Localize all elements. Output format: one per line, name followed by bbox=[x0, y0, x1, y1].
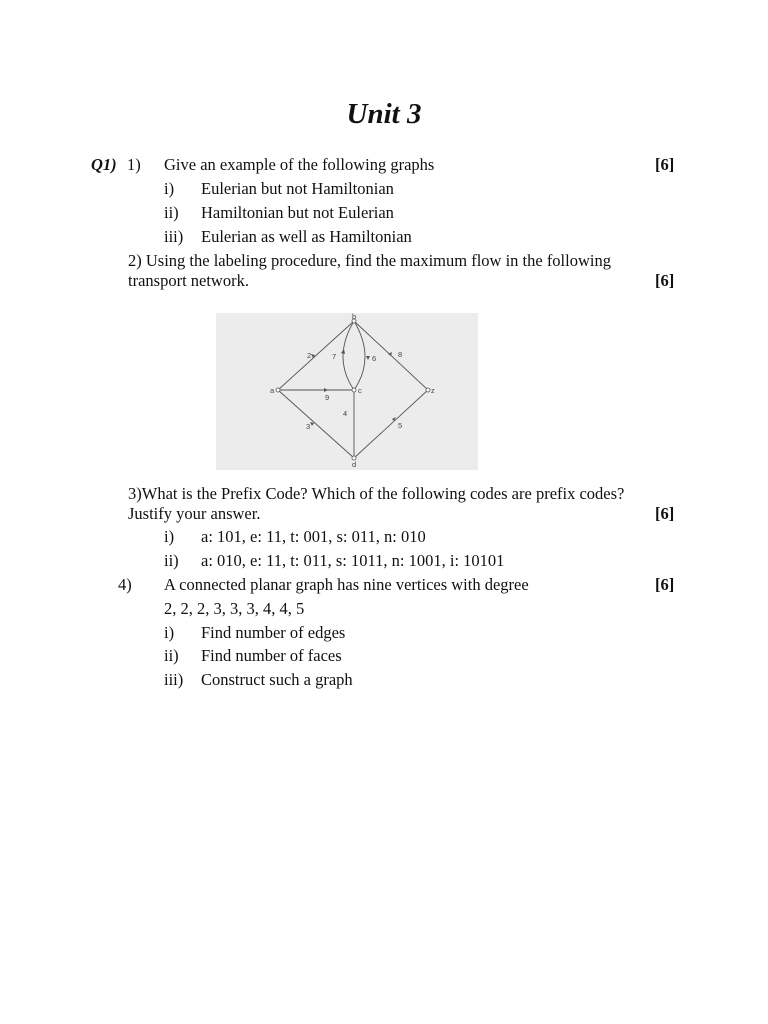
edge-label: 5 bbox=[398, 421, 403, 430]
item-number: iii) bbox=[164, 670, 184, 689]
item-text: Find number of edges bbox=[201, 623, 346, 642]
question-text: 3)What is the Prefix Code? Which of the following codes are prefix codes? bbox=[128, 484, 625, 503]
question-text: A connected planar graph has nine vertices with degree bbox=[164, 575, 529, 594]
edge-c-b-curve bbox=[354, 321, 365, 390]
marks-label: [6] bbox=[655, 155, 675, 174]
item-text: Construct such a graph bbox=[201, 670, 353, 689]
node-a bbox=[276, 388, 280, 392]
edge-label: 7 bbox=[332, 352, 337, 361]
item-number: i) bbox=[164, 623, 175, 642]
node-z bbox=[426, 388, 430, 392]
edge-b-c-curve bbox=[343, 321, 354, 390]
question-number: 4) bbox=[118, 575, 132, 594]
item-text: Hamiltonian but not Eulerian bbox=[201, 203, 394, 222]
question-text: Give an example of the following graphs bbox=[164, 155, 435, 174]
network-diagram bbox=[216, 313, 478, 470]
node-label: a bbox=[270, 386, 275, 395]
question-number: 1) bbox=[127, 155, 141, 174]
item-text: Eulerian but not Hamiltonian bbox=[201, 179, 394, 198]
node-label: d bbox=[352, 460, 357, 469]
node-c bbox=[352, 388, 356, 392]
item-number: i) bbox=[164, 527, 175, 546]
arrow-icon bbox=[324, 388, 328, 392]
question-text: Justify your answer. bbox=[128, 504, 261, 523]
edge-a-d bbox=[278, 390, 354, 458]
edge-label: 8 bbox=[398, 350, 403, 359]
arrow-icon bbox=[366, 356, 370, 360]
edge-d-z bbox=[354, 390, 428, 458]
marks-label: [6] bbox=[655, 575, 675, 594]
question-label: Q1) bbox=[91, 155, 117, 174]
page-title: Unit 3 bbox=[346, 98, 422, 130]
edge-label: 2 bbox=[307, 351, 312, 360]
item-number: ii) bbox=[164, 646, 179, 665]
degree-sequence: 2, 2, 2, 3, 3, 3, 4, 4, 5 bbox=[164, 599, 305, 618]
edge-label: 4 bbox=[343, 409, 348, 418]
item-number: iii) bbox=[164, 227, 184, 246]
item-text: a: 101, e: 11, t: 001, s: 011, n: 010 bbox=[201, 527, 426, 546]
item-text: Eulerian as well as Hamiltonian bbox=[201, 227, 412, 246]
transport-network-figure bbox=[216, 313, 478, 470]
item-number: i) bbox=[164, 179, 175, 198]
marks-label: [6] bbox=[655, 504, 675, 523]
item-text: Find number of faces bbox=[201, 646, 342, 665]
question-text: 2) Using the labeling procedure, find the maximum flow in the following bbox=[128, 251, 611, 270]
edge-label: 9 bbox=[325, 393, 330, 402]
question-text: transport network. bbox=[128, 271, 249, 290]
node-label: c bbox=[358, 386, 362, 395]
arrow-icon bbox=[310, 422, 314, 426]
node-label: b bbox=[352, 313, 357, 321]
node-label: z bbox=[431, 386, 435, 395]
edge-label: 6 bbox=[372, 354, 377, 363]
edge-label: 3 bbox=[306, 422, 311, 431]
item-text: a: 010, e: 11, t: 011, s: 1011, n: 1001, i: 10101 bbox=[201, 551, 505, 570]
item-number: ii) bbox=[164, 203, 179, 222]
marks-label: [6] bbox=[655, 271, 675, 290]
item-number: ii) bbox=[164, 551, 179, 570]
